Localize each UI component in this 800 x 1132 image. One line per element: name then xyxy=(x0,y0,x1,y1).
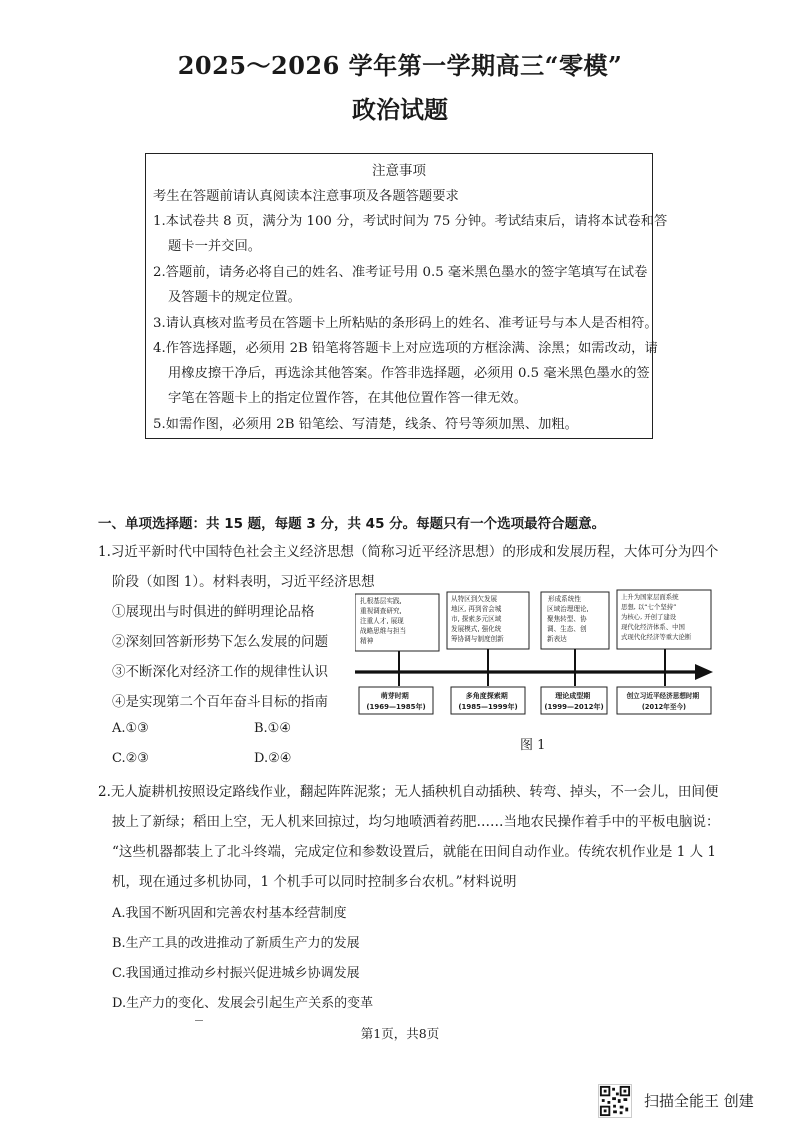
q2-option-d[interactable]: D.生产力的变化、发展会引起生产关系的变革 xyxy=(112,996,374,1011)
stage-description-text: 上升为国家层面系统 思想, 以“七个坚持” 为核心, 开创了建设 现代化经济体系、中国 式现代化经济等重大论断 xyxy=(621,593,692,641)
stage-label: 理论成型期 (1999—2012年) xyxy=(544,692,604,711)
figure-caption: 图 1 xyxy=(520,738,546,753)
timeline-arrow-icon xyxy=(695,664,713,680)
notice-heading: 注意事项 xyxy=(372,163,426,179)
q2-stem: 披上了新绿；稻田上空，无人机来回掠过，均匀地喷洒着药肥……当地农民操作着手中的平板电脑说： xyxy=(112,814,720,830)
q2-option-a[interactable]: A.我国不断巩固和完善农村基本经营制度 xyxy=(112,906,347,921)
notice-line: 5.如需作图，必须用 2B 铅笔绘、写清楚，线条、符号等须加黑、加粗。 xyxy=(153,417,578,432)
q2-stem: “这些机器都装上了北斗终端，完成定位和参数设置后，就能在田间自动作业。传统农机作业是 1 人 1 xyxy=(112,844,716,860)
q1-item: ③不断深化对经济工作的规律性认识 xyxy=(112,664,328,680)
q1-option-a[interactable]: A.①③ xyxy=(112,721,149,736)
notice-line: 字笔在答题卡上的指定位置作答，在其他位置作答一律无效。 xyxy=(168,391,528,406)
notice-line: 用橡皮擦干净后，再选涂其他答案。作答非选择题，必须用 0.5 毫米黑色墨水的签 xyxy=(168,366,650,381)
stage-description-text: 从特区到欠发展 地区, 再到省会城 市, 探索多元区域 发展模式, 强化统 筹协调与制度创新 xyxy=(451,595,504,643)
exam-title: 2025～2026 学年第一学期高三“零模” xyxy=(177,51,623,80)
q2-option-b[interactable]: B.生产工具的改进推动了新质生产力的发展 xyxy=(112,936,360,951)
q1-stem: 阶段（如图 1）。材料表明，习近平经济思想 xyxy=(112,574,375,590)
q1-option-d[interactable]: D.②④ xyxy=(254,751,292,766)
notice-line: 及答题卡的规定位置。 xyxy=(168,290,301,305)
notice-line: 4.作答选择题，必须用 2B 铅笔将答题卡上对应选项的方框涂满、涂黑；如需改动，请 xyxy=(153,341,658,356)
stage-description-text: 扎根基层实践, 重视调查研究, 注重人才, 展现 战略思维与担当 精神 xyxy=(360,597,407,645)
q1-stem: 1.习近平新时代中国特色社会主义经济思想（简称习近平经济思想）的形成和发展历程，大体可分为四个 xyxy=(98,544,719,560)
stage-description-text: 形成系统性 区域治理理论, 聚焦转型、协 调、生态、创 新表达 xyxy=(547,595,589,643)
exam-subject: 政治试题 xyxy=(352,95,448,124)
q1-item: ④是实现第二个百年奋斗目标的指南 xyxy=(112,694,328,710)
stage-label: 多角度探索期 (1985—1999年) xyxy=(458,692,518,711)
q2-option-c[interactable]: C.我国通过推动乡村振兴促进城乡协调发展 xyxy=(112,966,360,981)
notice-line: 3.请认真核对监考员在答题卡上所粘贴的条形码上的姓名、准考证号与本人是否相符。 xyxy=(153,316,658,331)
stage-label: 创立习近平经济思想时期 (2012年至今) xyxy=(626,692,700,711)
stage-label: 萌芽时期 (1969—1985年) xyxy=(366,692,426,711)
q2-stem: 2.无人旋耕机按照设定路线作业，翻起阵阵泥浆；无人插秧机自动插秧、转弯、掉头，不一会儿，田间便 xyxy=(98,784,719,800)
notice-line: 1.本试卷共 8 页，满分为 100 分，考试时间为 75 分钟。考试结束后，请将本试卷和答 xyxy=(153,214,668,229)
page-footer: 第1页，共8页 xyxy=(360,1026,440,1041)
notice-line: 题卡一并交回。 xyxy=(168,239,262,254)
notice-line: 2.答题前，请务必将自己的姓名、准考证号用 0.5 毫米黑色墨水的签字笔填写在试卷 xyxy=(153,265,648,280)
stray-mark xyxy=(195,1020,203,1021)
section-heading: 一、单项选择题：共 15 题，每题 3 分，共 45 分。每题只有一个选项最符合题意。 xyxy=(98,516,606,532)
q1-option-c[interactable]: C.②③ xyxy=(112,751,149,766)
watermark-text: 扫描全能王 创建 xyxy=(644,1092,754,1110)
notice-line: 考生在答题前请认真阅读本注意事项及各题答题要求 xyxy=(153,189,459,204)
qr-code-icon xyxy=(598,1084,632,1118)
q1-item: ②深刻回答新形势下怎么发展的问题 xyxy=(112,634,328,650)
q1-option-b[interactable]: B.①④ xyxy=(254,721,291,736)
scanner-watermark xyxy=(598,1082,778,1118)
q1-item: ①展现出与时俱进的鲜明理论品格 xyxy=(112,604,315,620)
q2-stem: 机，现在通过多机协同，1 个机手可以同时控制多台农机。”材料说明 xyxy=(112,874,517,890)
notice-box xyxy=(145,153,668,439)
timeline-figure xyxy=(355,588,713,723)
